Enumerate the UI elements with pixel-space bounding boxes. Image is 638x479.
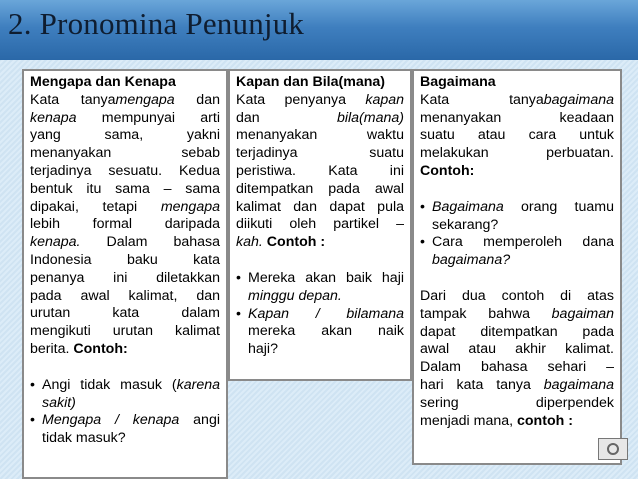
example-item — [420, 199, 614, 235]
text-line — [236, 181, 404, 199]
text-run: Dari dua contoh di atas — [420, 287, 614, 304]
text-line — [248, 306, 404, 324]
text-line — [236, 145, 404, 163]
text-run: urutan kata dalam — [30, 305, 220, 322]
text-line — [420, 145, 614, 163]
text-run: Contoh: — [73, 340, 128, 357]
card-heading: Mengapa dan Kenapa — [30, 74, 176, 90]
text-run: angi — [179, 412, 220, 429]
text-line — [248, 323, 404, 341]
text-line — [248, 270, 404, 288]
text-line — [42, 395, 220, 413]
text-line — [420, 413, 614, 431]
text-run: mereka akan naik — [248, 323, 404, 340]
text-run: Indonesia baku kata — [30, 251, 220, 268]
text-line — [236, 127, 404, 145]
example-item — [30, 412, 220, 448]
text-run: menanyakan waktu — [236, 127, 404, 144]
text-line — [236, 216, 404, 234]
text-line — [30, 163, 220, 181]
text-line — [42, 412, 220, 430]
text-run: karena — [176, 376, 220, 393]
text-run: mempunyai arti — [76, 109, 220, 126]
text-run: bagaimana — [543, 91, 614, 108]
title-bar — [0, 0, 638, 60]
example-list — [420, 199, 614, 270]
text-run: menjadi mana, — [420, 412, 517, 429]
text-line — [248, 288, 404, 306]
text-run: pada awal kalimat, dan — [30, 287, 220, 304]
text-line — [236, 92, 404, 110]
example-item — [236, 270, 404, 306]
text-run: dipakai, tetapi — [30, 198, 161, 215]
text-run: bagaiman — [551, 305, 614, 322]
card-body-text — [30, 92, 220, 359]
text-line — [420, 341, 614, 359]
text-run: contoh : — [517, 412, 573, 429]
text-line — [30, 110, 220, 128]
text-run: Kata penyanya — [236, 91, 366, 108]
card-kapan-bilamana — [228, 69, 412, 381]
text-line — [30, 145, 220, 163]
text-line — [420, 395, 614, 413]
text-run: Kata tanya — [30, 91, 116, 108]
example-item — [420, 234, 614, 270]
text-run: peristiwa. Kata ini — [236, 162, 404, 179]
text-run: ditempatkan pada awal — [236, 180, 404, 197]
text-line — [30, 252, 220, 270]
card-conclusion-text — [420, 288, 614, 430]
example-list — [236, 270, 404, 359]
text-run: Mengapa / kenapa — [42, 412, 180, 429]
text-line — [30, 199, 220, 217]
example-item — [30, 377, 220, 413]
card-bagaimana — [412, 69, 622, 465]
text-line — [248, 341, 404, 359]
text-run: mengikuti urutan kalimat — [30, 323, 220, 340]
text-run: dan — [174, 91, 220, 108]
text-line — [420, 127, 614, 145]
card-body-text — [236, 92, 404, 252]
text-line — [420, 110, 614, 128]
text-line — [42, 377, 220, 395]
text-run: diikuti oleh partikel – — [236, 216, 404, 233]
text-line — [432, 234, 614, 252]
text-line — [432, 199, 614, 217]
text-run: penanya ini diletakkan — [30, 269, 220, 286]
text-run: berita. — [30, 340, 74, 357]
text-run: haji? — [248, 341, 278, 358]
text-run: tampak bahwa — [420, 305, 552, 322]
text-line — [30, 216, 220, 234]
text-line — [420, 163, 614, 181]
text-run: Kata tanya — [420, 91, 544, 108]
text-run: sering diperpendek — [420, 394, 614, 411]
text-run: suatu atau cara untuk — [420, 127, 614, 144]
text-run: bila(mana) — [336, 109, 404, 126]
text-run: kapan — [365, 91, 404, 108]
text-run: Bagaimana — [432, 198, 504, 215]
text-line — [420, 92, 614, 110]
text-run: menanyakan sebab — [30, 145, 220, 162]
text-line — [420, 288, 614, 306]
slide-title: 2. Pronomina Penunjuk — [8, 6, 305, 41]
text-run: bentuk itu sama – sama — [30, 180, 220, 197]
text-run: bagaimana — [543, 376, 614, 393]
text-line — [420, 377, 614, 395]
camera-icon[interactable] — [598, 438, 628, 460]
text-run: kenapa. — [30, 234, 81, 251]
example-list — [30, 377, 220, 448]
text-run: terjadinya suatu — [236, 145, 404, 162]
text-line — [420, 306, 614, 324]
text-run: Mereka akan baik haji — [248, 269, 404, 286]
text-line — [30, 288, 220, 306]
text-run: tidak masuk? — [42, 430, 126, 447]
text-line — [236, 234, 404, 252]
text-run: melakukan perbuatan. — [420, 145, 614, 162]
text-run: dapat ditempatkan pada — [420, 323, 614, 340]
text-run: bagaimana? — [432, 252, 511, 269]
text-run: hari kata tanya — [420, 376, 544, 393]
text-run: Cara memperoleh dana — [432, 234, 614, 251]
text-line — [30, 127, 220, 145]
text-line — [42, 430, 220, 448]
text-run: mengapa — [160, 198, 220, 215]
text-run: Contoh : — [266, 234, 326, 251]
card-body-text — [420, 92, 614, 181]
text-run: awal atau akhir kalimat. — [420, 341, 614, 358]
text-run: Dalam bahasa sehari – — [420, 359, 614, 376]
text-run: yang sama, yakni — [30, 127, 220, 144]
text-run: Angi tidak masuk ( — [42, 376, 177, 393]
text-run: Kapan / bilamana — [248, 305, 404, 322]
text-run: kah. — [236, 234, 263, 251]
text-line — [420, 359, 614, 377]
text-line — [432, 252, 614, 270]
text-run: lebih formal daripada — [30, 216, 220, 233]
card-heading: Kapan dan Bila(mana) — [236, 74, 385, 90]
text-run: dan — [236, 109, 337, 126]
text-line — [30, 341, 220, 359]
text-line — [30, 323, 220, 341]
text-run: Contoh: — [420, 162, 475, 179]
text-run: orang tuamu — [503, 198, 614, 215]
text-run: kalimat dan dapat pula — [236, 198, 404, 215]
text-line — [30, 270, 220, 288]
card-mengapa-kenapa — [22, 69, 228, 479]
text-line — [30, 234, 220, 252]
card-heading: Bagaimana — [420, 74, 496, 90]
text-line — [30, 92, 220, 110]
text-line — [236, 199, 404, 217]
text-run: terjadinya sesuatu. Kedua — [30, 162, 220, 179]
text-run: sakit) — [42, 394, 76, 411]
text-run: sekarang? — [432, 216, 499, 233]
text-line — [420, 324, 614, 342]
text-line — [30, 305, 220, 323]
text-run: menanyakan keadaan — [420, 109, 614, 126]
text-line — [236, 163, 404, 181]
text-run: minggu depan. — [248, 287, 342, 304]
text-run: kenapa — [30, 109, 77, 126]
text-run: mengapa — [115, 91, 175, 108]
text-line — [30, 181, 220, 199]
text-run: Dalam bahasa — [80, 234, 220, 251]
text-line — [236, 110, 404, 128]
text-line — [432, 217, 614, 235]
example-item — [236, 306, 404, 359]
